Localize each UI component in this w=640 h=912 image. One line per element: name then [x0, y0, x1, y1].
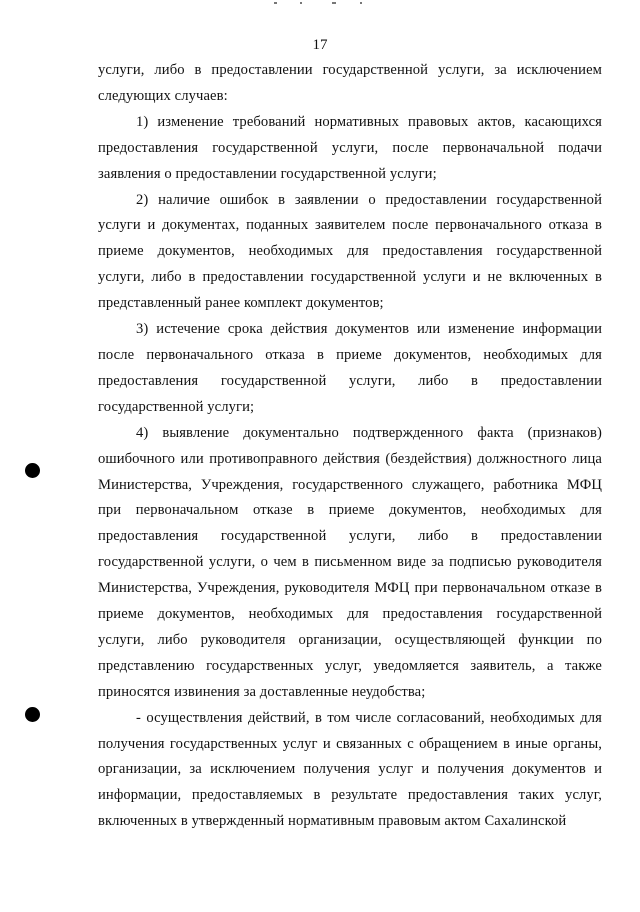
paragraph-item-4: 4) выявление документально подтвержденного факта (признаков) ошибочного или противоправного действия (бездействия) должностного лица Министерства, Учреждения, государственного служащего, работника МФЦ при первоначальном отказе в приеме документов, необходимых для предоставления государственной услуги, либо в предоставлении государственной услуги, о чем в письменном виде за подписью руководителя Министерства, Учреждения, руководителя МФЦ при первоначальном отказе в приеме документов, необходимых для предоставления государственной услуги, либо руководителя организации, осуществляющей функции по представлению государственных услуг, уведомляется заявитель, а также приносятся извинения за доставленные неудобства; — [98, 424, 602, 700]
scan-artifact — [270, 0, 380, 8]
punch-hole-upper — [25, 463, 40, 478]
paragraph-item-2: 2) наличие ошибок в заявлении о предоставлении государственной услуги и документах, поданных заявителем после первоначального отказа в приеме документов, необходимых для предоставления государственной услуги, либо в предоставлении государственной услуги и не включенных в представленный ранее комплект документов; — [98, 191, 602, 312]
paragraph-dash-item: - осуществления действий, в том числе согласований, необходимых для получения государственных услуг и связанных с обращением в иные органы, организации, за исключением получения услуг и получения документов и информации, предоставляемых в результате предоставления таких услуг, включенных в утвержденный нормативным правовым актом Сахалинской — [98, 709, 602, 830]
page-number: 17 — [312, 37, 328, 53]
paragraph-continuation: услуги, либо в предоставлении государственной услуги, за исключением следующих случаев: — [98, 62, 602, 104]
paragraph-item-3: 3) истечение срока действия документов или изменение информации после первоначального отказа в приеме документов, необходимых для предоставления государственной услуги, либо в предоставлении государственной услуги; — [98, 321, 602, 415]
punch-hole-lower — [25, 707, 40, 722]
paragraph-item-1: 1) изменение требований нормативных правовых актов, касающихся предоставления государственной услуги, после первоначальной подачи заявления о предоставлении государственной услуги; — [98, 113, 602, 182]
body-text — [98, 58, 602, 835]
